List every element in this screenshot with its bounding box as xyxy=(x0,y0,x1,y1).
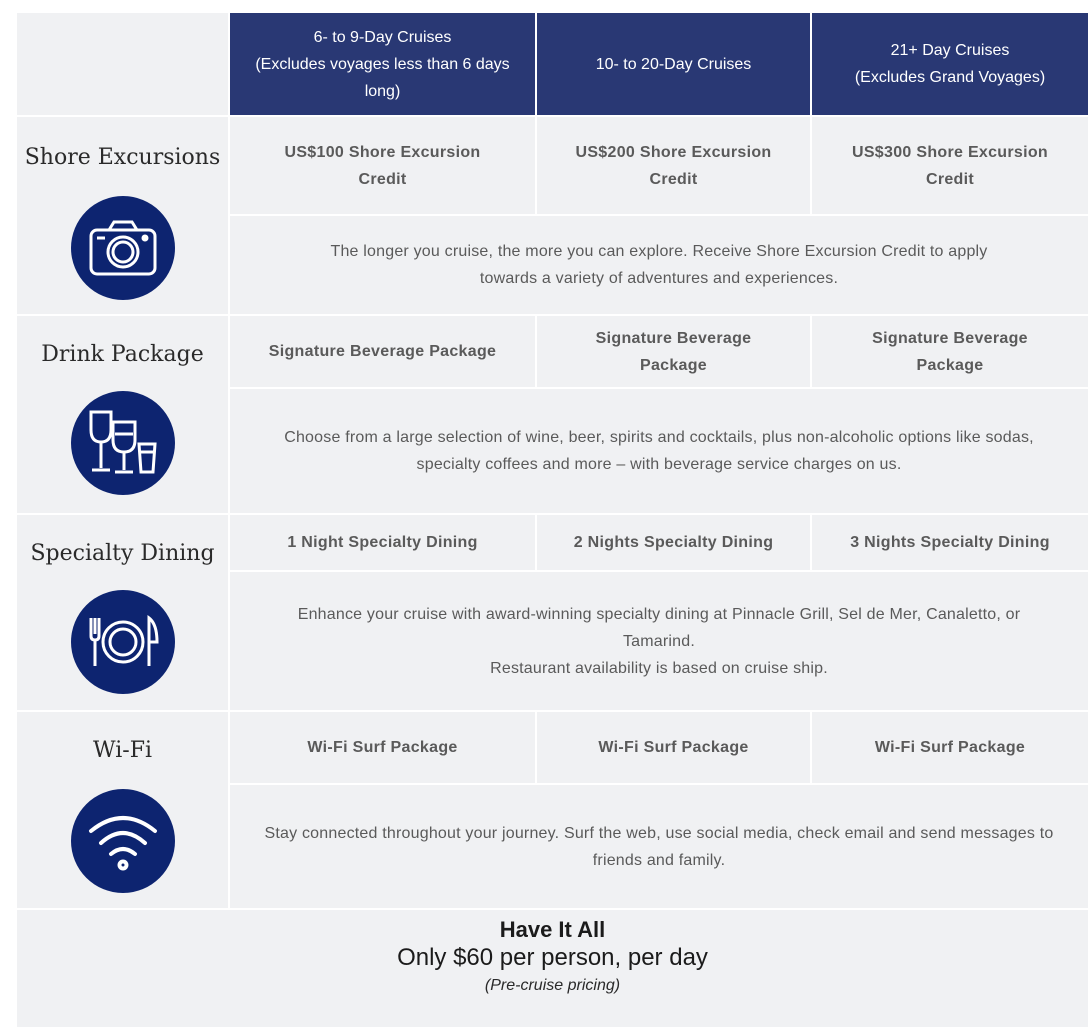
shore-col3-line1: US$300 Shore Excursion xyxy=(851,143,1048,161)
camera-icon xyxy=(71,196,175,300)
specialty-dining-col1 xyxy=(230,515,535,570)
dining-col2-text: 2 Nights Specialty Dining xyxy=(573,534,774,551)
wifi-col2 xyxy=(537,712,810,783)
dining-desc-line2: Tamarind. xyxy=(622,632,696,650)
shore-col2-line1: US$200 Shore Excursion xyxy=(575,143,772,161)
shore-col3-line2: Credit xyxy=(925,170,974,188)
specialty-dining-col3 xyxy=(812,515,1088,570)
drink-package-col3 xyxy=(812,316,1088,387)
drink-package-title: Drink Package xyxy=(41,342,204,367)
wifi-title: Wi-Fi xyxy=(93,738,152,763)
wifi-col3 xyxy=(812,712,1088,783)
footer-price: Only $60 per person, per day xyxy=(397,944,708,971)
header-col1-line3: long) xyxy=(364,82,401,100)
drinks-icon xyxy=(71,391,175,495)
shore-desc-line1: The longer you cruise, the more you can explore. Receive Shore Excursion Credit to apply xyxy=(330,243,988,260)
dining-desc-line1: Enhance your cruise with award-winning specialty dining at Pinnacle Grill, Sel de Mer, Canaletto, or xyxy=(297,605,1021,623)
specialty-dining-col2 xyxy=(537,515,810,570)
have-it-all-footer xyxy=(17,910,1088,1027)
shore-excursion-credit-300 xyxy=(812,117,1088,214)
header-col1-line2: (Excludes voyages less than 6 days xyxy=(255,55,510,73)
wifi-icon xyxy=(71,789,175,893)
shore-excursions-description xyxy=(230,216,1088,314)
wifi-desc-line1: Stay connected throughout your journey. Surf the web, use social media, check email and send messages to xyxy=(264,824,1054,842)
drink-desc-line1: Choose from a large selection of wine, beer, spirits and cocktails, plus non-alcoholic options like sodas, xyxy=(284,429,1034,446)
drink-col3-text: Signature Beverage Package xyxy=(872,329,1028,374)
wifi-col3-text: Wi-Fi Surf Package xyxy=(874,739,1026,756)
drink-package-col1 xyxy=(230,316,535,387)
dining-col1-text: 1 Night Specialty Dining xyxy=(287,534,478,551)
header-col2-label: 10- to 20-Day Cruises xyxy=(595,55,752,73)
wifi-col2-text: Wi-Fi Surf Package xyxy=(598,739,749,756)
dining-desc-line3: Restaurant availability is based on cruise ship. xyxy=(490,659,828,677)
shore-excursions-label-cell xyxy=(17,117,228,314)
shore-col2-line2: Credit xyxy=(649,170,698,188)
header-corner xyxy=(17,13,228,115)
specialty-dining-label-cell xyxy=(17,515,228,710)
drink-package-description xyxy=(230,389,1088,513)
drink-package-col2 xyxy=(537,316,810,387)
shore-excursion-credit-200 xyxy=(537,117,810,214)
header-10-20-day xyxy=(537,13,810,115)
wifi-col1 xyxy=(230,712,535,783)
wifi-label-cell xyxy=(17,712,228,908)
specialty-dining-title: Specialty Dining xyxy=(30,541,215,566)
wifi-description xyxy=(230,785,1088,908)
dining-col3-text: 3 Nights Specialty Dining xyxy=(850,534,1050,551)
shore-excursions-title: Shore Excursions xyxy=(24,145,221,170)
wifi-desc-line2: friends and family. xyxy=(592,851,726,869)
shore-col1-text: US$100 Shore Excursion Credit xyxy=(284,143,481,188)
header-21-plus-day xyxy=(812,13,1088,115)
drink-desc-line2: specialty coffees and more – with beverage service charges on us. xyxy=(416,456,902,473)
specialty-dining-description xyxy=(230,572,1088,710)
drink-col2-text: Signature Beverage Package xyxy=(595,329,752,374)
shore-excursion-credit-100 xyxy=(230,117,535,214)
header-col3-line2: (Excludes Grand Voyages) xyxy=(854,69,1046,86)
header-col3-line1: 21+ Day Cruises xyxy=(890,42,1010,59)
drink-package-label-cell xyxy=(17,316,228,513)
cruise-package-table xyxy=(17,13,1082,1010)
wifi-col1-text: Wi-Fi Surf Package xyxy=(307,739,458,756)
header-col1-line1: 6- to 9-Day Cruises xyxy=(313,28,452,46)
dining-icon xyxy=(71,590,175,694)
footer-note: (Pre-cruise pricing) xyxy=(484,977,621,994)
shore-desc-line2: towards a variety of adventures and experiences. xyxy=(479,270,839,287)
header-6-9-day xyxy=(230,13,535,115)
drink-col1-text: Signature Beverage Package xyxy=(268,343,497,360)
footer-title: Have It All xyxy=(499,917,606,942)
